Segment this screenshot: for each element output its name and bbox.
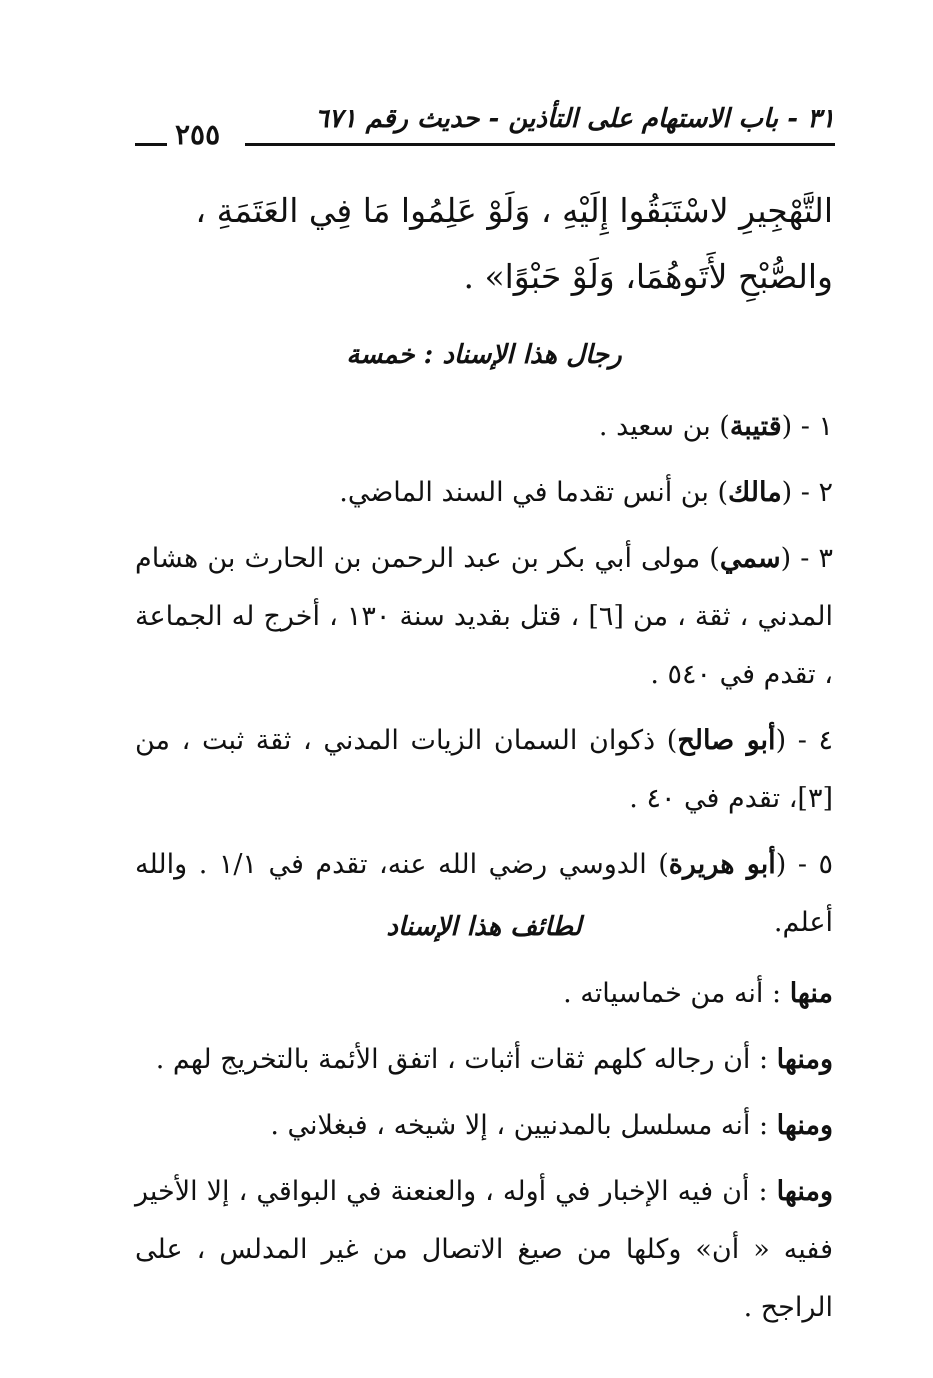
narrators-heading: رجال هذا الإسناد : خمسة — [346, 340, 622, 370]
note-item: ومنها : أن فيه الإخبار في أوله ، والعنعنة في البواقي ، إلا الأخير ففيه « أن» وكلها من صيغ الاتصال من غير المدلس ، على الراجح . — [135, 1176, 833, 1323]
narrator-item: ٤ - (أبو صالح) ذكوان السمان الزيات المدني ، ثقة ثبت ، من [٣]، تقدم في ٤٠ . — [135, 725, 833, 814]
note-label: ومنها — [776, 1110, 833, 1141]
page-number-dash — [135, 143, 167, 146]
narrator-item: ٥ - (أبو هريرة) الدوسي رضي الله عنه، تقدم في ١/١ . والله أعلم. — [135, 849, 834, 938]
narrator-item: ٣ - (سمي) مولى أبي بكر بن عبد الرحمن بن الحارث بن هشام المدني ، ثقة ، من [٦] ، قتل بقديد سنة ١٣٠ ، أخرج له الجماعة ، تقدم في ٥٤٠ . — [135, 543, 833, 690]
notes-list — [135, 965, 833, 1345]
narrator-name: أبو صالح — [677, 725, 776, 756]
note-item: منها : أنه من خماسياته . — [563, 978, 833, 1009]
note-label: ومنها — [776, 1176, 833, 1207]
narrator-name: قتيبة — [729, 411, 782, 442]
chapter-title: ٣١ - باب الاستهام على التأذين - حديث رقم ٦٧١ — [314, 104, 835, 134]
notes-heading: لطائف هذا الإسناد — [386, 912, 582, 942]
narrator-item: ١ - (قتيبة) بن سعيد . — [598, 411, 833, 442]
narrator-item: ٢ - (مالك) بن أنس تقدما في السند الماضي. — [339, 477, 833, 508]
note-label: منها — [789, 978, 833, 1009]
note-label: ومنها — [776, 1044, 833, 1075]
page-header — [135, 98, 835, 150]
narrator-name: مالك — [727, 477, 782, 508]
narrator-name: سمي — [719, 543, 781, 574]
note-item: ومنها : أن رجاله كلهم ثقات أثبات ، اتفق الأئمة بالتخريج لهم . — [155, 1044, 833, 1075]
narrators-list — [135, 398, 833, 960]
header-rule — [245, 143, 835, 146]
note-item: ومنها : أنه مسلسل بالمدنيين ، إلا شيخه ، فبغلاني . — [270, 1110, 833, 1141]
hadith-text: التَّهْجِيرِ لاسْتَبَقُوا إِلَيْهِ ، وَلَوْ عَلِمُوا مَا فِي العَتَمَةِ ، والصُّبْحِ لأَتَوهُمَا، وَلَوْ حَبْوًا» . — [195, 191, 833, 296]
page-number: ٢٥٥ — [175, 118, 221, 151]
narrator-name: أبو هريرة — [668, 849, 776, 880]
